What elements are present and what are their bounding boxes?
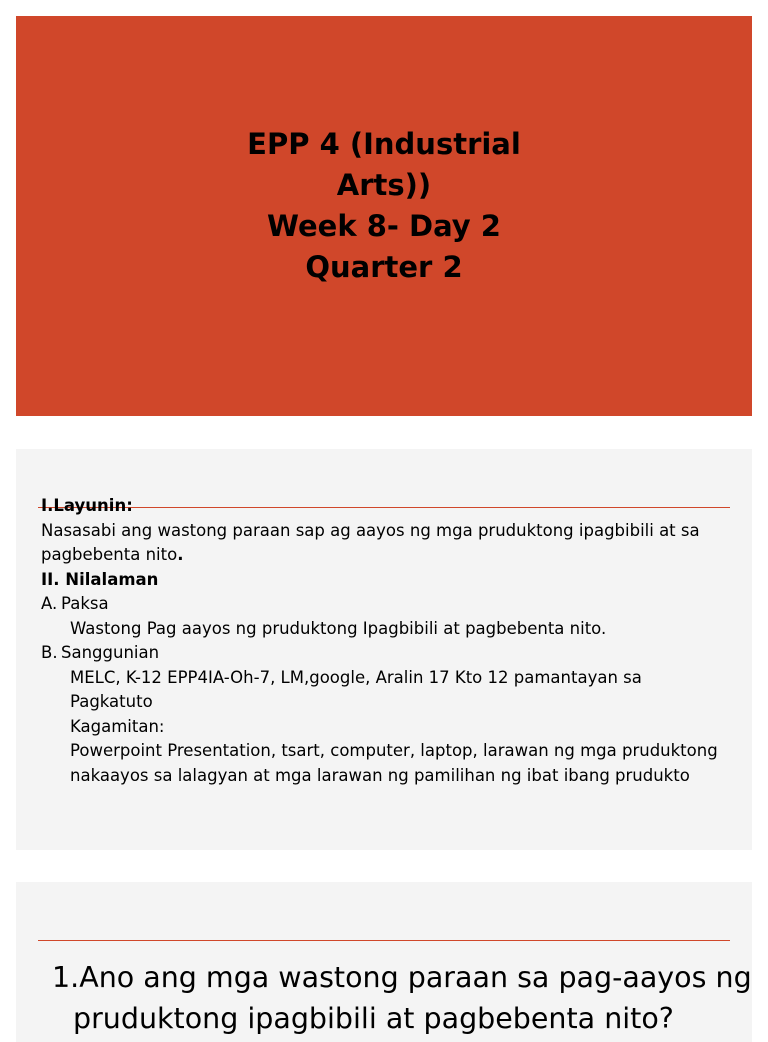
objective-text-line-2: [41, 543, 731, 568]
materials-line-1: Powerpoint Presentation, tsart, computer, laptop, larawan ng mga pruduktong: [70, 741, 718, 760]
question-line-1: 1.Ano ang mga wastong paraan sa pag-aayos ng: [52, 961, 752, 994]
slide-title-line-4: Quarter 2: [305, 250, 463, 284]
objective-text-line-1: Nasasabi ang wastong paraan sap ag aayos ng mga pruduktong ipagbibili at sa: [41, 520, 700, 540]
heading-layunin: I.Layunin:: [41, 496, 133, 515]
slide-title-line-1: EPP 4 (Industrial: [247, 127, 521, 161]
reference-line-1: MELC, K-12 EPP4IA-Oh-7, LM,google, Aralin 17 Kto 12 pamantayan sa: [70, 667, 642, 687]
objectives-content: [41, 494, 731, 788]
reference-line-2: Pagkatuto: [70, 692, 153, 711]
item-b-label: B.: [41, 643, 58, 662]
question-line-2: pruduktong ipagbibili at pagbebenta nito?: [73, 1002, 674, 1035]
question-slide: [16, 882, 752, 1042]
question-text: [52, 957, 752, 1039]
materials-label: Kagamitan:: [70, 716, 165, 736]
slide-title-line-2: Arts)): [336, 168, 432, 202]
item-b-sanggunian: [41, 641, 731, 666]
objectives-slide: [16, 449, 752, 850]
materials-line-2: nakaayos sa lalagyan at mga larawan ng pamilihan ng ibat ibang prudukto: [70, 765, 690, 785]
item-b-title: Sanggunian: [61, 643, 160, 662]
objective-text-line-2-words: pagbebenta nito: [41, 545, 178, 564]
objective-period: .: [177, 545, 184, 564]
heading-nilalaman: II. Nilalaman: [41, 569, 159, 589]
accent-divider: [38, 940, 730, 941]
item-a-title: Paksa: [61, 594, 109, 613]
title-slide: [16, 16, 752, 416]
item-a-paksa: [41, 592, 731, 617]
slide-title-line-3: Week 8- Day 2: [267, 209, 501, 243]
item-a-label: A.: [41, 594, 58, 613]
paksa-text: Wastong Pag aayos ng pruduktong Ipagbibili at pagbebenta nito.: [70, 618, 607, 638]
